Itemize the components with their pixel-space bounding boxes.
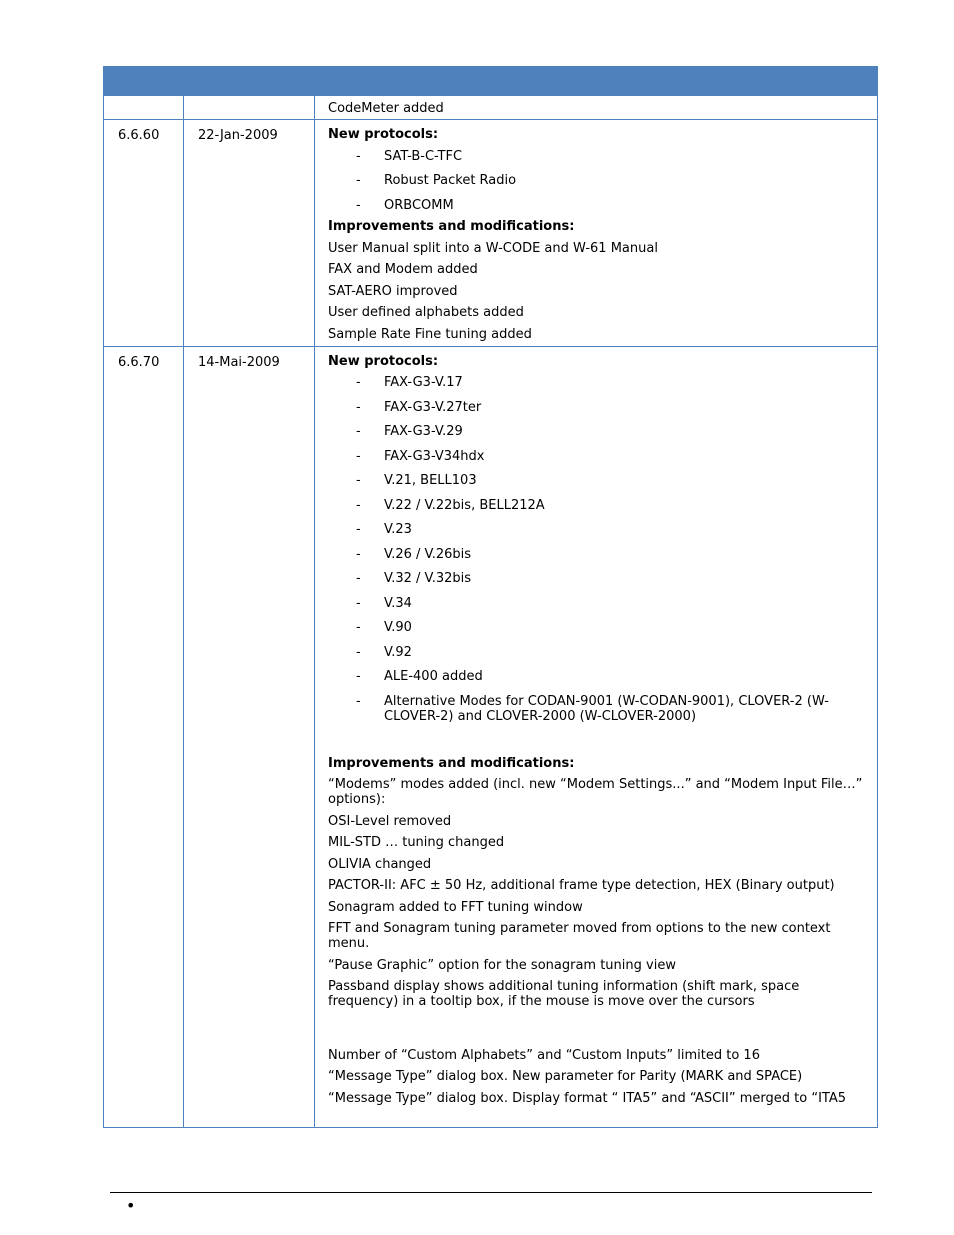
improvement-item: PACTOR-II: AFC ± 50 Hz, additional frame type detection, HEX (Binary output) [328, 878, 835, 893]
table-row [104, 96, 878, 120]
version-text: 6.6.70 [118, 354, 160, 370]
list-item: - FAX-G3-V.17 [328, 375, 863, 390]
dash-marker: - [356, 546, 361, 562]
dash-marker: - [356, 148, 361, 164]
list-item: - FAX-G3-V.27ter [328, 400, 863, 415]
improvement-item: FFT and Sonagram tuning parameter moved from options to the new context menu. [328, 921, 831, 951]
improvement-item: “Pause Graphic” option for the sonagram tuning view [328, 957, 676, 973]
list-item: - FAX-G3-V.29 [328, 424, 863, 439]
header-cell-description [315, 67, 878, 96]
dash-marker: - [356, 693, 361, 709]
improvement-item: OSI-Level removed [328, 813, 452, 829]
improvement-item: FAX and Modem added [328, 262, 478, 277]
new-protocols-heading: New protocols: [328, 353, 439, 369]
dash-marker: - [356, 399, 361, 415]
dash-marker: - [356, 522, 361, 537]
dash-marker: - [356, 644, 361, 660]
improvement-item: OLIVIA changed [328, 856, 432, 872]
list-item: - V.21, BELL103 [328, 473, 863, 488]
list-item: - V.34 [328, 596, 863, 611]
date-cell [184, 346, 315, 1127]
notes-cell [315, 346, 878, 1127]
spacer [328, 1016, 863, 1048]
improvement-item: Passband display shows additional tuning information (shift mark, space frequency) in a tooltip box, if the mouse is move over the cursors [328, 979, 800, 1009]
notes-cell [315, 120, 878, 347]
dash-marker: - [356, 424, 361, 439]
table-row [104, 120, 878, 347]
list-item: - V.32 / V.32bis [328, 571, 863, 586]
version-cell [104, 96, 184, 120]
dash-marker: - [356, 571, 361, 586]
improvement-item: “Modems” modes added (incl. new “Modem Settings...” and “Modem Input File…” options): [328, 777, 863, 807]
list-item: - FAX-G3-V34hdx [328, 449, 863, 464]
list-item: - SAT-B-C-TFC [328, 149, 863, 164]
improvement-item: “Message Type” dialog box. Display format “ ITA5” and “ASCII” merged to “ITA5 [328, 1090, 847, 1106]
dash-marker: - [356, 197, 361, 213]
dash-marker: - [356, 620, 361, 635]
dash-marker: - [356, 473, 361, 488]
list-item: - V.90 [328, 620, 863, 635]
list-item: - V.92 [328, 645, 863, 660]
dash-marker: - [356, 497, 361, 513]
dash-marker: - [356, 595, 361, 611]
revision-history-table [103, 66, 878, 1128]
table-header-row [104, 67, 878, 96]
list-item: - ALE-400 added [328, 669, 863, 684]
improvement-item: Number of “Custom Alphabets” and “Custom Inputs” limited to 16 [328, 1047, 760, 1063]
dash-marker: - [356, 448, 361, 464]
header-cell-date [184, 67, 315, 96]
footer-rule [110, 1192, 872, 1193]
improvements-heading: Improvements and modifications: [328, 755, 575, 771]
list-item: - V.26 / V.26bis [328, 547, 863, 562]
improvement-item: Sonagram added to FFT tuning window [328, 899, 583, 915]
version-text: 6.6.60 [118, 128, 160, 143]
footer-bullet: • [126, 1196, 136, 1215]
note-text: CodeMeter added [328, 101, 444, 116]
new-protocols-heading: New protocols: [328, 127, 439, 142]
improvement-item: User defined alphabets added [328, 305, 524, 320]
list-item: - V.23 [328, 522, 863, 537]
improvement-item: MIL-STD … tuning changed [328, 835, 505, 850]
table-row [104, 346, 878, 1127]
version-cell [104, 120, 184, 347]
header-cell-version [104, 67, 184, 96]
list-item: - V.22 / V.22bis, BELL212A [328, 498, 863, 513]
date-text: 14-Mai-2009 [198, 354, 280, 370]
dash-marker: - [356, 669, 361, 684]
date-cell [184, 96, 315, 120]
list-item: - Robust Packet Radio [328, 173, 863, 188]
improvement-item: SAT-AERO improved [328, 283, 458, 299]
date-cell [184, 120, 315, 347]
notes-cell [315, 96, 878, 120]
list-item: - ORBCOMM [328, 198, 863, 213]
version-cell [104, 346, 184, 1127]
improvement-item: User Manual split into a W-CODE and W-61 Manual [328, 240, 658, 256]
spacer [328, 724, 863, 756]
improvement-item: Sample Rate Fine tuning added [328, 326, 532, 342]
improvements-heading: Improvements and modifications: [328, 219, 575, 234]
improvement-item: “Message Type” dialog box. New parameter for Parity (MARK and SPACE) [328, 1069, 803, 1084]
list-item: - Alternative Modes for CODAN-9001 (W-CODAN-9001), CLOVER-2 (W-CLOVER-2) and CLOVER-2000 (W-CLOVER-2000) [328, 694, 863, 724]
date-text: 22-Jan-2009 [198, 128, 278, 143]
dash-marker: - [356, 173, 361, 188]
dash-marker: - [356, 375, 361, 390]
